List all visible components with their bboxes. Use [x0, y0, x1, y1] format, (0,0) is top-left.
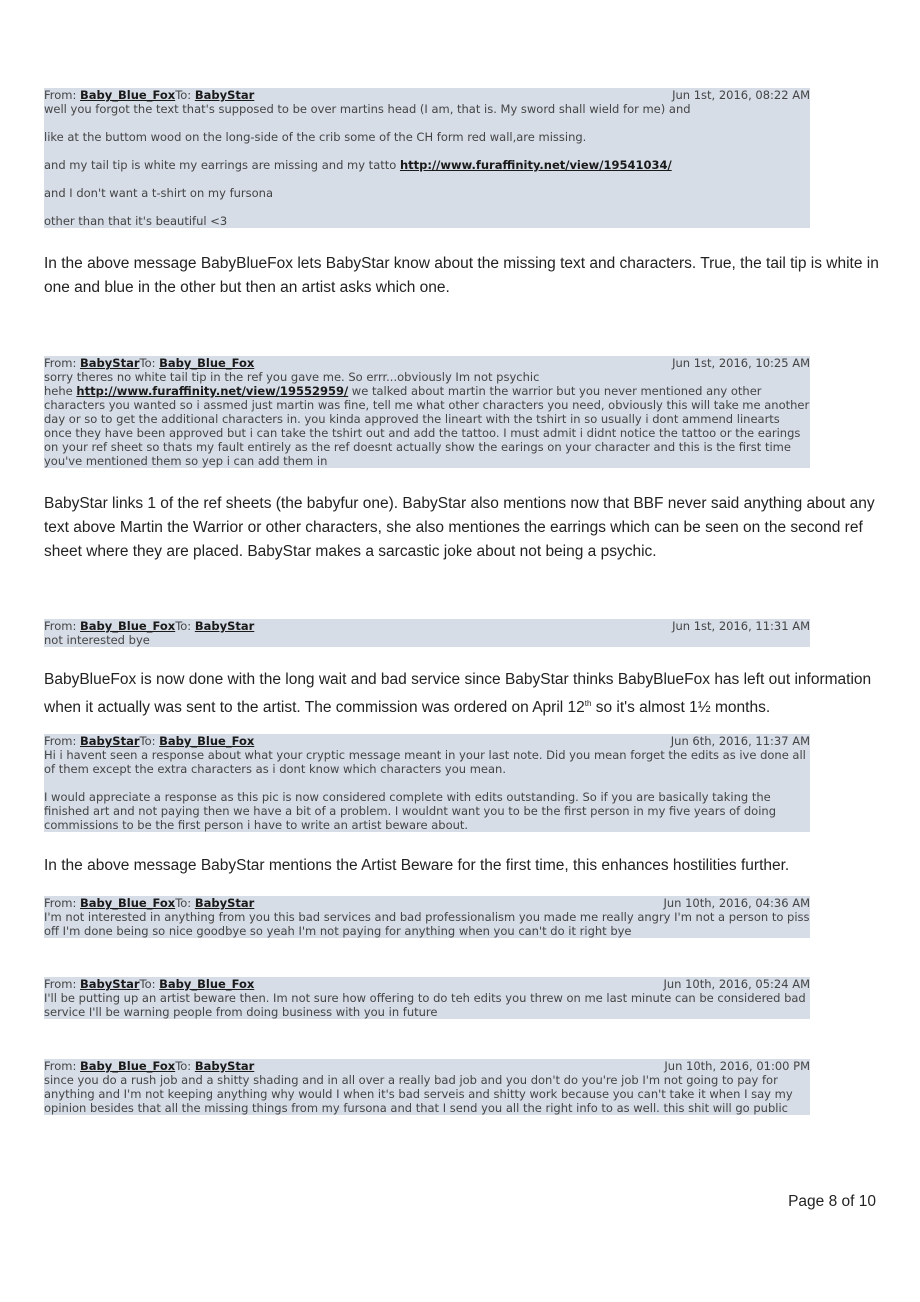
- message-body: [44, 633, 810, 647]
- message-block: [44, 1059, 810, 1115]
- sender-link[interactable]: Baby_Blue_Fox: [80, 1059, 176, 1073]
- message-date: Jun 1st, 2016, 10:25 AM: [672, 356, 810, 370]
- furaffinity-link[interactable]: http://www.furaffinity.net/view/19552959/: [76, 384, 349, 398]
- message-date: Jun 10th, 2016, 04:36 AM: [663, 896, 810, 910]
- message-header: [44, 977, 810, 991]
- message-paragraph: Hi i havent seen a response about what your cryptic message meant in your last note. Did you mean forget the edits as ive done all of them except the extra characters as i dont know which characters you mean.: [44, 748, 806, 776]
- message-header: [44, 1059, 810, 1073]
- message-paragraph: like at the buttom wood on the long-side of the crib some of the CH form red wall,are missing.: [44, 130, 587, 144]
- message-body: [44, 748, 810, 832]
- message-header: [44, 734, 810, 748]
- message-text: hehe: [44, 384, 77, 398]
- recipient-link[interactable]: BabyStar: [194, 619, 255, 633]
- message-paragraph: I would appreciate a response as this pic is now considered complete with edits outstanding. So if you are basically taking the finished art and not paying then we have a bit of a problem. I wouldnt want you to be the first person in my five years of doing commissions to be the first person i have to write an artist beware about.: [44, 790, 776, 832]
- message-body: [44, 991, 810, 1019]
- message-header: [44, 896, 810, 910]
- sender-link[interactable]: Baby_Blue_Fox: [80, 88, 176, 102]
- message-block: [44, 896, 810, 938]
- from-label: From:: [44, 619, 77, 633]
- message-paragraph: I'm not interested in anything from you this bad services and bad professionalism you made me really angry I'm not a person to piss off I'm done being so nice goodbye so yeah I'm not paying for anything when you can't do it right bye: [44, 910, 810, 938]
- furaffinity-link[interactable]: http://www.furaffinity.net/view/19541034/: [399, 158, 672, 172]
- commentary-paragraph: In the above message BabyStar mentions the Artist Beware for the first time, this enhances hostilities further.: [44, 857, 790, 874]
- message-header: [44, 88, 810, 102]
- message-date: Jun 1st, 2016, 08:22 AM: [672, 88, 810, 102]
- message-body: [44, 910, 810, 938]
- recipient-link[interactable]: Baby_Blue_Fox: [159, 356, 255, 370]
- message-paragraph: and I don't want a t-shirt on my fursona: [44, 186, 273, 200]
- from-label: From:: [44, 977, 77, 991]
- message-paragraph: not interested bye: [44, 633, 150, 647]
- message-paragraph: well you forgot the text that's supposed to be over martins head (I am, that is. My sword shall wield for me) and: [44, 102, 691, 116]
- commentary-paragraph: BabyStar links 1 of the ref sheets (the babyfur one). BabyStar also mentions now that BBF never said anything about any text above Martin the Warrior or other characters, she also mentiones the earrings which can be seen on the second ref sheet where they are placed. BabyStar makes a sarcastic joke about not being a psychic.: [44, 495, 875, 560]
- message-date: Jun 6th, 2016, 11:37 AM: [670, 734, 810, 748]
- message-body: [44, 370, 810, 468]
- message-block: [44, 977, 810, 1019]
- sender-link[interactable]: BabyStar: [80, 977, 140, 991]
- recipient-link[interactable]: Baby_Blue_Fox: [159, 977, 255, 991]
- message-paragraph: [44, 158, 810, 172]
- message-block: [44, 88, 810, 228]
- from-label: From:: [44, 88, 77, 102]
- to-label: To:: [175, 88, 192, 102]
- to-label: To:: [139, 356, 156, 370]
- message-body: [44, 1073, 810, 1115]
- message-block: [44, 734, 810, 832]
- recipient-link[interactable]: BabyStar: [194, 896, 255, 910]
- sender-link[interactable]: BabyStar: [80, 356, 140, 370]
- message-block: [44, 356, 810, 468]
- ordinal-suffix: th: [584, 699, 592, 708]
- commentary-paragraph: [44, 668, 880, 720]
- message-date: Jun 1st, 2016, 11:31 AM: [672, 619, 810, 633]
- message-header: [44, 619, 810, 633]
- message-date: Jun 10th, 2016, 01:00 PM: [664, 1059, 810, 1073]
- recipient-link[interactable]: BabyStar: [194, 1059, 255, 1073]
- message-paragraph: other than that it's beautiful <3: [44, 214, 228, 228]
- from-label: From:: [44, 896, 77, 910]
- to-label: To:: [175, 1059, 192, 1073]
- message-date: Jun 10th, 2016, 05:24 AM: [663, 977, 810, 991]
- message-paragraph: I'll be putting up an artist beware then. Im not sure how offering to do teh edits you threw on me last minute can be considered bad service I'll be warning people from doing business with you in future: [44, 991, 806, 1019]
- message-paragraph: sorry theres no white tail tip in the ref you gave me. So errr...obviously Im not psychic: [44, 370, 540, 384]
- sender-link[interactable]: Baby_Blue_Fox: [80, 619, 176, 633]
- commentary-paragraph: In the above message BabyBlueFox lets BabyStar know about the missing text and characters. True, the tail tip is white in one and blue in the other but then an artist asks which one.: [44, 255, 879, 296]
- commentary-text: so it's almost 1½ months.: [591, 699, 771, 717]
- message-text: we talked about martin the warrior but you never mentioned any other characters you wanted so i assmed just martin was fine, tell me what other characters you need, obviously this will take me another day or so to get the additional characters in. you kinda approved the lineart with the tshirt in so usually i dont ammend linearts once they have been approved but i can take the tshirt out and add the tattoo. I must admit i didnt notice the tattoo or the earings on your ref sheet so thats my fault entirely as the ref doesnt actually show the earings on your character and this is the first time you've mentioned them so yep i can add them in: [44, 384, 810, 468]
- sender-link[interactable]: Baby_Blue_Fox: [80, 896, 176, 910]
- message-body: [44, 102, 810, 228]
- recipient-link[interactable]: BabyStar: [194, 88, 255, 102]
- message-header: [44, 356, 810, 370]
- from-label: From:: [44, 356, 77, 370]
- message-block: [44, 619, 810, 647]
- message-text: and my tail tip is white my earrings are missing and my tatto: [44, 158, 400, 172]
- message-paragraph: since you do a rush job and a shitty shading and in all over a really bad job and you don't do you're job I'm not going to pay for anything and I'm not keeping anything why would I when it's bad serveis and shitty work because you can't take it when I say my opinion besides that all the missing things from my fursona and that I send you all the right info to as well. this shit will go public: [44, 1073, 793, 1115]
- to-label: To:: [139, 734, 156, 748]
- sender-link[interactable]: BabyStar: [80, 734, 140, 748]
- page-number: Page 8 of 10: [788, 1193, 876, 1210]
- from-label: From:: [44, 1059, 77, 1073]
- to-label: To:: [139, 977, 156, 991]
- to-label: To:: [175, 619, 192, 633]
- from-label: From:: [44, 734, 77, 748]
- commentary-text: BabyBlueFox is now done with the long wait and bad service since BabyStar thinks BabyBlueFox has left out information when it actually was sent to the artist. The commission was ordered on April 12: [44, 671, 872, 717]
- to-label: To:: [175, 896, 192, 910]
- recipient-link[interactable]: Baby_Blue_Fox: [159, 734, 255, 748]
- message-paragraph: [44, 384, 810, 468]
